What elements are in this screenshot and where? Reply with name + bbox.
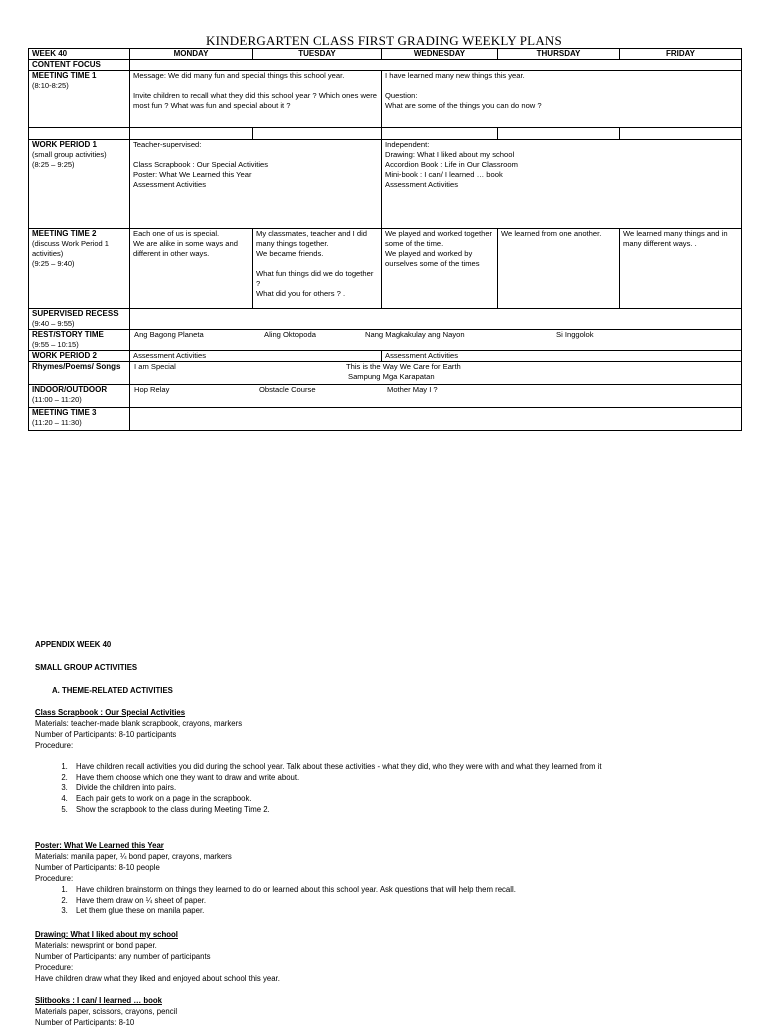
scrapbook-participants: Number of Participants: 8-10 participants xyxy=(35,729,177,739)
indoor-outdoor-label-cell xyxy=(29,385,130,408)
meeting-time-1-mon-tue-text: Message: We did many fun and special things this school year. Invite children to recall what they did this school year ? Which ones were most fun ? What was fun and special about it ? xyxy=(133,71,377,110)
rest-story-label: REST/STORY TIME xyxy=(32,330,104,339)
list-item: 1. Have children brainstorm on things they learned to do or learned about this school year. Ask questions that will help them recall. xyxy=(70,885,516,896)
poster-steps xyxy=(35,885,516,918)
meeting-time-1-mon-tue xyxy=(130,71,382,128)
work-period-1-label: WORK PERIOD 1 xyxy=(32,140,97,149)
scrapbook-title: Class Scrapbook : Our Special Activities xyxy=(35,708,186,717)
poster-participants: Number of Participants: 8-10 people xyxy=(35,862,160,872)
recess-label-cell xyxy=(29,309,130,330)
meeting-time-1-spacer-row xyxy=(29,128,742,140)
content-focus-cell xyxy=(130,60,742,71)
scrapbook-steps xyxy=(35,762,602,817)
list-item: 2. Have them draw on ¼ sheet of paper. xyxy=(70,896,516,907)
weekly-plan-table xyxy=(28,48,742,431)
recess-row xyxy=(29,309,742,330)
poster-materials: Materials: manila paper, ¼ bond paper, crayons, markers xyxy=(35,851,232,861)
meeting-time-2-label-cell xyxy=(29,229,130,309)
rest-story-label-cell xyxy=(29,330,130,351)
game-1: Hop Relay xyxy=(134,385,170,394)
list-item: 2. Have them choose which one they want to draw and write about. xyxy=(70,773,602,784)
rhyme-1: I am Special xyxy=(134,362,176,371)
meeting-time-1-label-cell xyxy=(29,71,130,128)
header-tuesday: TUESDAY xyxy=(253,49,382,60)
slitbooks-materials: Materials paper, scissors, crayons, pencil xyxy=(35,1006,178,1016)
indoor-outdoor-row xyxy=(29,385,742,408)
meeting-time-2-friday: We learned many things and in many different ways. . xyxy=(620,229,742,309)
work-period-2-row xyxy=(29,351,742,362)
work-period-1-label-cell xyxy=(29,140,130,229)
meeting-time-2-time: (discuss Work Period 1 activities) (9:25 – 9:40) xyxy=(32,239,109,268)
meeting-time-1-time: (8:10-8:25) xyxy=(32,81,69,90)
rest-story-row xyxy=(29,330,742,351)
table-header-row xyxy=(29,49,742,60)
story-4: Si Inggolok xyxy=(556,330,594,339)
story-2: Aling Oktopoda xyxy=(264,330,316,339)
poster-section xyxy=(35,841,516,917)
rhymes-label: Rhymes/Poems/ Songs xyxy=(29,362,130,385)
meeting-time-2-monday: Each one of us is special. We are alike in some ways and different in other ways. xyxy=(130,229,253,309)
meeting-time-3-row xyxy=(29,408,742,431)
game-3: Mother May I ? xyxy=(387,385,438,394)
scrapbook-procedure: Procedure: xyxy=(35,740,74,750)
meeting-time-1-row xyxy=(29,71,742,128)
small-group-heading: SMALL GROUP ACTIVITIES xyxy=(35,663,138,672)
meeting-time-2-label: MEETING TIME 2 xyxy=(32,229,97,238)
drawing-materials: Materials: newsprint or bond paper. xyxy=(35,940,157,950)
slitbooks-participants: Number of Participants: 8-10 xyxy=(35,1017,135,1027)
meeting-time-1-label: MEETING TIME 1 xyxy=(32,71,97,80)
meeting-time-2-thursday: We learned from one another. xyxy=(498,229,620,309)
header-week: WEEK 40 xyxy=(29,49,130,60)
rhyme-2: This is the Way We Care for Earth xyxy=(346,362,461,371)
list-item: 3. Let them glue these on manila paper. xyxy=(70,906,516,917)
game-2: Obstacle Course xyxy=(259,385,316,394)
drawing-section xyxy=(35,930,280,985)
drawing-participants: Number of Participants: any number of participants xyxy=(35,951,211,961)
poster-procedure: Procedure: xyxy=(35,873,74,883)
meeting-time-3-label: MEETING TIME 3 xyxy=(32,408,97,417)
scrapbook-materials: Materials: teacher-made blank scrapbook, crayons, markers xyxy=(35,718,243,728)
work-period-1-wed-fri xyxy=(382,140,742,229)
poster-title: Poster: What We Learned this Year xyxy=(35,841,164,850)
list-item: 5. Show the scrapbook to the class during Meeting Time 2. xyxy=(70,805,602,816)
meeting-time-1-wed-fri-text: I have learned many new things this year. Question: What are some of the things you can do now ? xyxy=(385,71,542,110)
rest-story-cell xyxy=(130,330,742,351)
rhymes-row xyxy=(29,362,742,385)
work-period-2-label: WORK PERIOD 2 xyxy=(29,351,130,362)
rhymes-cell xyxy=(130,362,742,385)
drawing-procedure: Procedure: xyxy=(35,962,74,972)
meeting-time-2-row xyxy=(29,229,742,309)
drawing-title: Drawing: What I liked about my school xyxy=(35,930,178,939)
list-item: 4. Each pair gets to work on a page in the scrapbook. xyxy=(70,794,602,805)
recess-cell xyxy=(130,309,742,330)
work-period-2-left: Assessment Activities xyxy=(130,351,382,362)
scrapbook-section xyxy=(35,708,602,816)
rhyme-3: Sampung Mga Karapatan xyxy=(348,372,435,381)
meeting-time-2-tuesday: My classmates, teacher and I did many things together. We became friends. What fun things did we do together ? What did you for others ? . xyxy=(253,229,382,309)
work-period-1-row xyxy=(29,140,742,229)
content-focus-label: CONTENT FOCUS xyxy=(29,60,130,71)
work-period-2-right: Assessment Activities xyxy=(382,351,742,362)
header-wednesday: WEDNESDAY xyxy=(382,49,498,60)
rest-story-time: (9:55 – 10:15) xyxy=(32,340,79,349)
meeting-time-2-wednesday: We played and worked together some of the time. We played and worked by ourselves some of the times xyxy=(382,229,498,309)
work-period-1-time: (small group activities) (8:25 – 9:25) xyxy=(32,150,107,169)
appendix-heading: APPENDIX WEEK 40 xyxy=(35,640,112,649)
meeting-time-3-cell xyxy=(130,408,742,431)
story-1: Ang Bagong Planeta xyxy=(134,330,204,339)
meeting-time-3-label-cell xyxy=(29,408,130,431)
drawing-text: Have children draw what they liked and enjoyed about school this year. xyxy=(35,973,280,983)
list-item: 1. Have children recall activities you did during the school year. Talk about these activities - what they did, who they were with and what they learned from it xyxy=(70,762,602,773)
story-3: Nang Magkakulay ang Nayon xyxy=(365,330,465,339)
work-period-1-mon-tue-text: Teacher-supervised: Class Scrapbook : Our Special Activities Poster: What We Learned this Year Assessment Activities xyxy=(133,140,269,189)
indoor-outdoor-time: (11:00 – 11:20) xyxy=(32,395,82,404)
recess-label: SUPERVISED RECESS xyxy=(32,309,119,318)
recess-time: (9:40 – 9:55) xyxy=(32,319,75,328)
content-focus-row xyxy=(29,60,742,71)
page-title: KINDERGARTEN CLASS FIRST GRADING WEEKLY PLANS xyxy=(206,33,562,48)
meeting-time-1-wed-fri xyxy=(382,71,742,128)
header-thursday: THURSDAY xyxy=(498,49,620,60)
work-period-1-wed-fri-text: Independent: Drawing: What I liked about my school Accordion Book : Life in Our Classroom Mini-book : I can/ I learned … book Assessment Activities xyxy=(385,140,518,189)
header-monday: MONDAY xyxy=(130,49,253,60)
slitbooks-title: Slitbooks : I can/ I learned … book xyxy=(35,996,162,1005)
meeting-time-3-time: (11:20 – 11:30) xyxy=(32,418,82,427)
indoor-outdoor-label: INDOOR/OUTDOOR xyxy=(32,385,108,394)
theme-heading: A. THEME-RELATED ACTIVITIES xyxy=(52,686,173,695)
header-friday: FRIDAY xyxy=(620,49,742,60)
indoor-outdoor-cell xyxy=(130,385,742,408)
work-period-1-mon-tue xyxy=(130,140,382,229)
list-item: 3. Divide the children into pairs. xyxy=(70,783,602,794)
